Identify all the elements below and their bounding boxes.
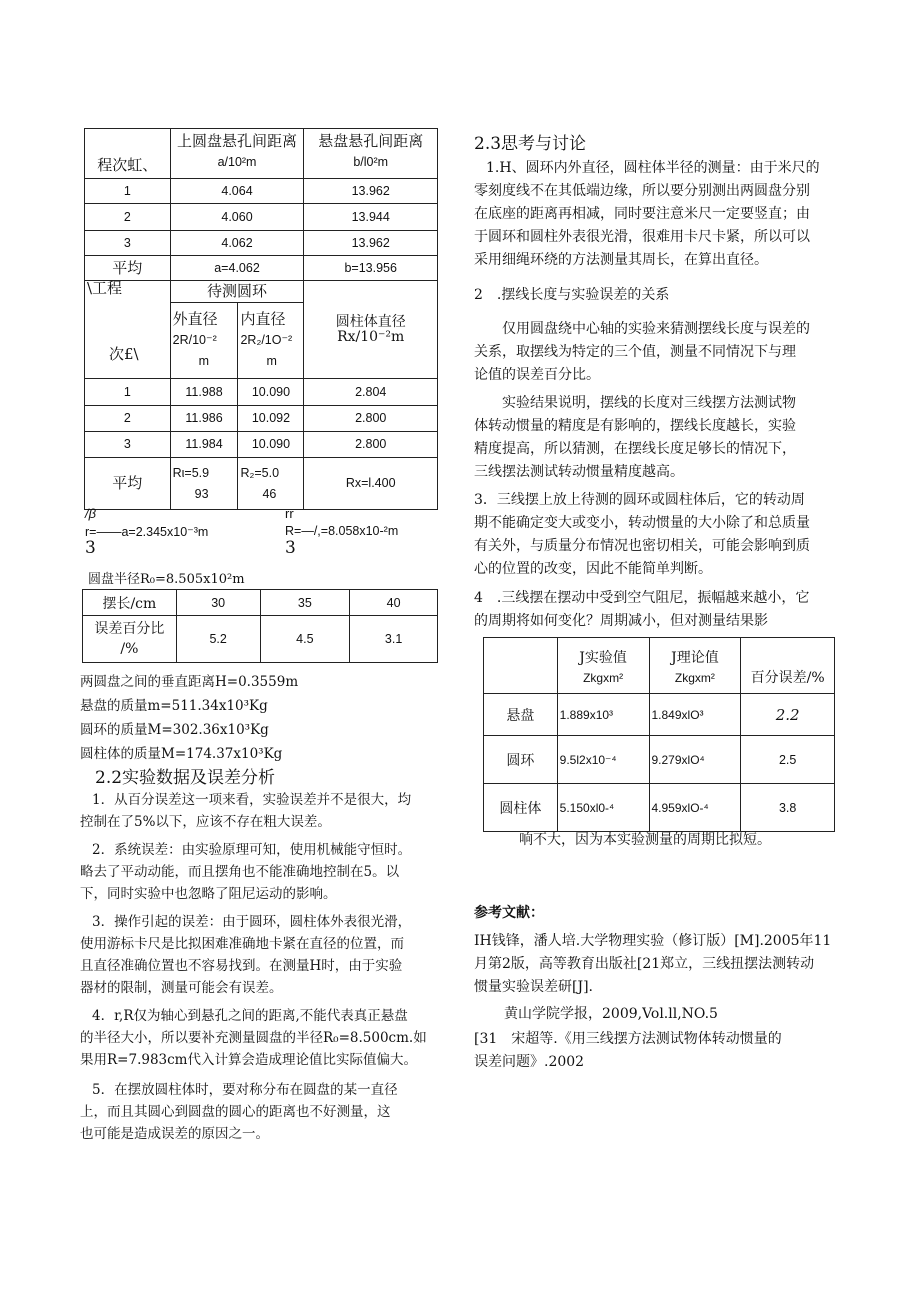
text-line: 1．从百分误差这一项来看，实验误差并不是很大，均	[92, 792, 412, 808]
reference-line: 误差问题》.2002	[474, 1054, 585, 1070]
table-row-average: 平均 Rι=5.9 93 R₂=5.0 46 Rx=l.400	[85, 458, 438, 510]
section-2-3-p6	[474, 587, 809, 633]
text-line: 心的位置的改变，因此不能简单判断。	[474, 561, 712, 577]
text-line: 有关外，与质量分布情况也密切相关，可能会影响到质	[474, 538, 810, 554]
data-table-1	[84, 128, 438, 510]
formula-R: R=—/,=8.058x10-²m	[285, 524, 399, 538]
reference-line: 黄山学院学报，2009,Vol.ll,NO.5	[504, 1006, 718, 1022]
text-line: 在底座的距离再相减，同时要注意米尺一定要竖直；由	[474, 206, 810, 222]
references-title: 参考文献：	[474, 905, 544, 921]
section-2-2-body	[80, 789, 450, 1145]
corner-header: \工程 次£\	[85, 281, 171, 379]
disc-radius: 圆盘半径R₀=8.505x10²m	[88, 572, 245, 587]
section-2-3-p2: 2 .摆线长度与实验误差的关系	[474, 287, 670, 303]
formula-rr: rr	[285, 506, 294, 521]
cylinder-header: 圆柱体直径Rx/10⁻²m	[304, 281, 438, 379]
text-line: 2．系统误差：由实验原理可知，使用机械能守恒时。	[92, 842, 412, 858]
section-2-3-p5	[474, 489, 810, 581]
table-row: 3 4.062 13.962	[85, 231, 438, 256]
formula-beta: /β	[85, 506, 97, 521]
text-line: 1.H、圆环内外直径，圆柱体半径的测量：由于米尺的	[486, 160, 820, 176]
text-line: 上，而且其圆心到圆盘的圆心的距离也不好测量，这	[80, 1104, 391, 1120]
formula-r: r=——a=2.345x10⁻³m	[85, 525, 209, 539]
text-line: 零刻度线不在其低端边缘，所以要分别测出两圆盘分别	[474, 183, 810, 199]
formula-denominator-R: 3	[285, 538, 296, 558]
table-row: 2 11.986 10.092 2.800	[85, 406, 438, 432]
text-line: 精度提高，所以猜测，在摆线长度足够长的情况下，	[474, 441, 796, 457]
table-row: 1 4.064 13.962	[85, 179, 438, 204]
text-line: 略去了平动动能，而且摆角也不能准确地控制在5。以	[80, 864, 400, 880]
table-row: 悬盘 1.889x10³ 1.849xlO³ 2.2	[484, 694, 835, 736]
table-row: 圆柱体 5.150xl0-⁴ 4.959xlO-⁴ 3.8	[484, 784, 835, 832]
reference-line: IH钱锋，潘人培.大学物理实验（修订版）[M].2005年11	[474, 933, 832, 949]
ring-header: 待测圆环	[170, 281, 304, 303]
col-b-header: 悬盘悬孔间距离 b/l0²m	[304, 129, 438, 179]
text-line: 也可能是造成误差的原因之一。	[80, 1126, 269, 1142]
percent-error-header: 百分误差/%	[741, 638, 835, 694]
text-line: 5．在摆放圆柱体时，要对称分布在圆盘的某一直径	[92, 1082, 398, 1098]
formula-denominator-r: 3	[85, 538, 96, 558]
text-line: 期不能确定变大或变小，转动惯量的大小除了和总质量	[474, 515, 810, 531]
exp-value-header: J实验值 Zkgxm²	[557, 638, 649, 694]
text-line: 4 .三线摆在摆动中受到空气阻尼，振幅越来越小，它	[474, 590, 810, 606]
text-line: 体转动惯量的精度是有影响的，摆线长度越长，实验	[474, 418, 796, 434]
text-line: 果用R=7.983cm代入计算会造成理论值比实际值偏大。	[80, 1052, 417, 1068]
section-2-3-after-table: 响不大，因为本实验测量的周期比拟短。	[519, 832, 771, 848]
text-line: 且直径准确位置也不容易找到。在测量H时，由于实验	[80, 958, 403, 974]
table-row: 摆长/cm 30 35 40	[83, 590, 438, 616]
table-row: 误差百分比 /% 5.2 4.5 3.1	[83, 616, 438, 663]
text-line: 关系，取摆线为特定的三个值，测量不同情况下与理	[474, 344, 796, 360]
section-2-3-p4	[474, 392, 796, 484]
param-height: 两圆盘之间的垂直距离H=0.3559m	[80, 674, 299, 690]
moment-of-inertia-table	[483, 637, 835, 832]
reference-line: 惯量实验误差研[J].	[474, 979, 593, 995]
section-2-3-p3	[474, 318, 810, 387]
row-label-header: 程次虹、	[85, 129, 171, 179]
param-cylinder-mass: 圆柱体的质量M=174.37x10³Kg	[80, 746, 283, 762]
text-line: 3．三线摆上放上待测的圆环或圆柱体后，它的转动周	[474, 492, 805, 508]
text-line: 实验结果说明，摆线的长度对三线摆方法测试物	[502, 395, 796, 411]
pendulum-length-table	[82, 589, 438, 663]
text-line: 论值的误差百分比。	[474, 367, 600, 383]
text-line: 控制在了5%以下，应该不存在粗大误差。	[80, 814, 331, 830]
table-row: 圆环 9.5l2x10⁻⁴ 9.279xlO⁴ 2.5	[484, 736, 835, 784]
text-line: 3．操作引起的误差：由于圆环，圆柱体外表很光滑，	[92, 914, 412, 930]
inner-diameter-header: 内直径 2R₂/1O⁻² m	[238, 303, 304, 379]
text-line: 使用游标卡尺是比拟困难准确地卡紧在直径的位置，而	[80, 936, 404, 952]
text-line: 下，同时实验中也忽略了阻尼运动的影响。	[80, 886, 337, 902]
text-line: 仅用圆盘绕中心轴的实验来猜测摆线长度与误差的	[502, 321, 810, 337]
outer-diameter-header: 外直径 2R/10⁻² m	[170, 303, 238, 379]
table-row: 1 11.988 10.090 2.804	[85, 379, 438, 406]
text-line: 三线摆法测试转动惯量精度越高。	[474, 464, 684, 480]
section-2-3-title: 2.3思考与讨论	[474, 134, 587, 154]
param-ring-mass: 圆环的质量M=302.36x10³Kg	[80, 722, 269, 738]
theory-value-header: J理论值 Zkgxm²	[649, 638, 741, 694]
param-disc-mass: 悬盘的质量m=511.34x10³Kg	[80, 698, 268, 714]
text-line: 4．r,R仅为轴心到悬孔之间的距离,不能代表真正悬盘	[92, 1008, 408, 1024]
section-2-2-title: 2.2实验数据及误差分析	[95, 768, 276, 788]
section-2-3-p1	[474, 157, 820, 272]
text-line: 的半径大小，所以要补充测量圆盘的半径R₀=8.500cm.如	[80, 1030, 427, 1046]
table-row-average: 平均 a=4.062 b=13.956	[85, 256, 438, 281]
references-list	[474, 930, 831, 1074]
text-line: 器材的限制，测量可能会有误差。	[80, 980, 283, 996]
table-row: 3 11.984 10.090 2.800	[85, 432, 438, 458]
table-row: 2 4.060 13.944	[85, 204, 438, 231]
text-line: 的周期将如何变化？周期减小，但对测量结果影	[474, 613, 768, 629]
reference-line: [31 宋超等.《用三线摆方法测试物体转动惯量的	[474, 1031, 782, 1047]
text-line: 采用细绳环绕的方法测量其周长，在算出直径。	[474, 252, 768, 268]
col-a-header: 上圆盘悬孔间距离 a/10²m	[170, 129, 304, 179]
text-line: 于圆环和圆柱外表很光滑，很难用卡尺卡紧，所以可以	[474, 229, 810, 245]
reference-line: 月第2版，高等教育出版社[21郑立，三线扭摆法测转动	[474, 956, 815, 972]
